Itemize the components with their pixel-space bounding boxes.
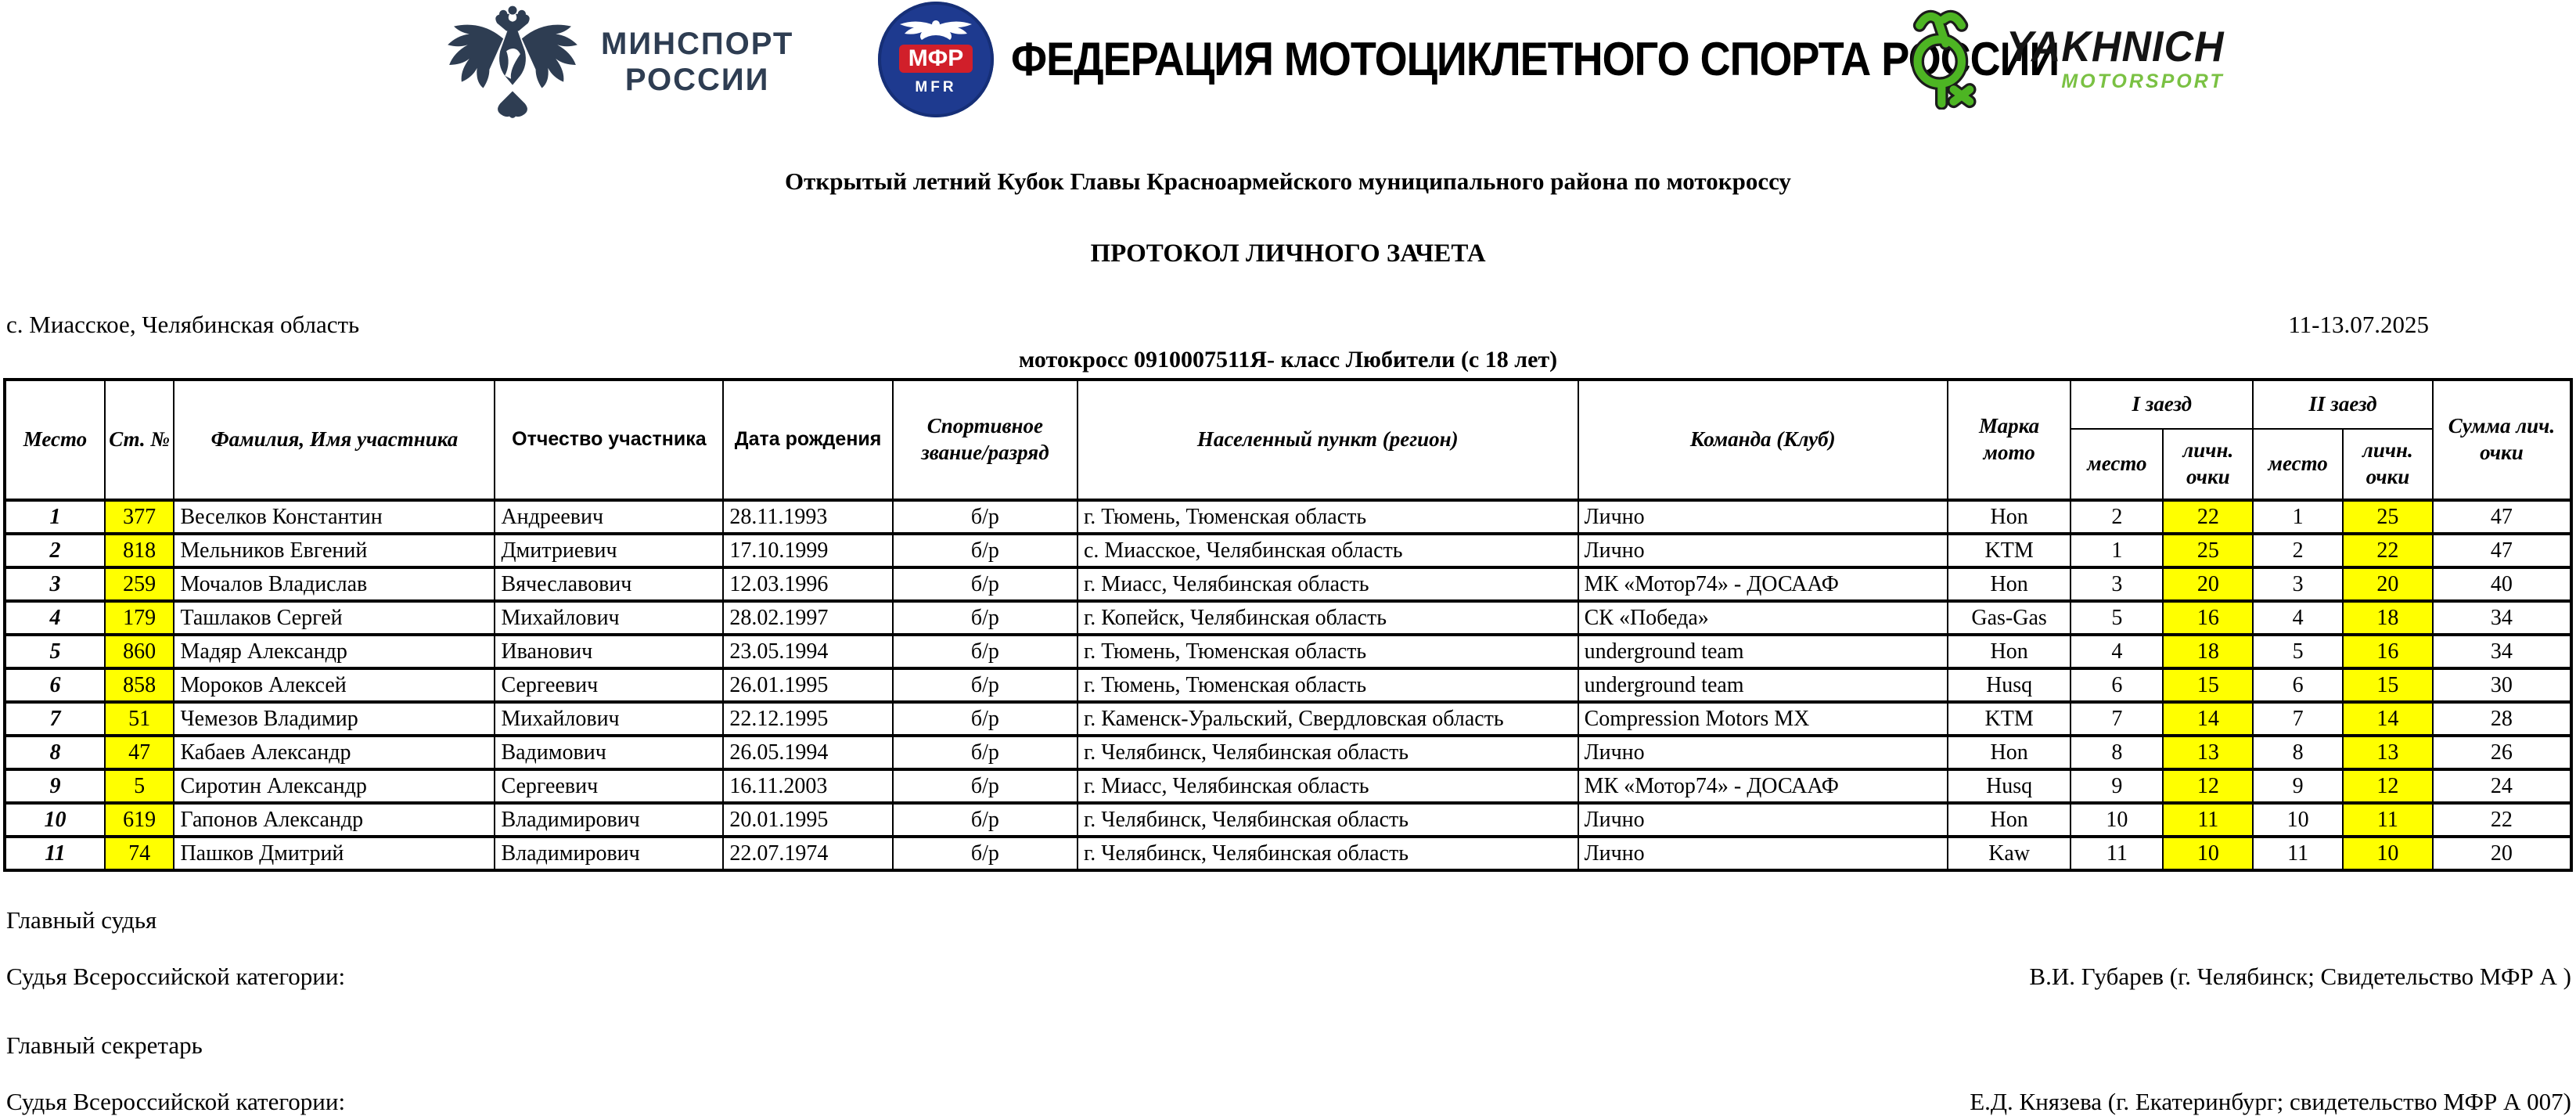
cell-total: 34 bbox=[2433, 601, 2571, 635]
cell-r2_pts: 25 bbox=[2343, 500, 2433, 534]
cell-rank: б/р bbox=[893, 500, 1078, 534]
minsport-line2: РОССИИ bbox=[624, 63, 770, 97]
col-header-bike: Марка мото bbox=[1948, 380, 2071, 500]
chief-secretary-name: Е.Д. Князева (г. Екатеринбург; свидетельство МФР А 007) bbox=[1970, 1088, 2571, 1115]
cell-bike: Hon bbox=[1948, 803, 2071, 837]
cell-region: г. Миасс, Челябинская область bbox=[1078, 769, 1578, 803]
results-table-header bbox=[5, 380, 2571, 500]
cell-num: 818 bbox=[105, 534, 174, 567]
cell-bike: Hon bbox=[1948, 500, 2071, 534]
cell-r1_place: 7 bbox=[2071, 702, 2163, 736]
yakhnich-sub: MOTORSPORT bbox=[2061, 70, 2225, 92]
mfr-center-badge: МФР bbox=[899, 45, 973, 73]
cell-region: г. Тюмень, Тюменская область bbox=[1078, 635, 1578, 668]
cell-team: underground team bbox=[1578, 668, 1948, 702]
cell-r1_place: 10 bbox=[2071, 803, 2163, 837]
cell-place: 9 bbox=[5, 769, 105, 803]
cell-region: г. Миасс, Челябинская область bbox=[1078, 567, 1578, 601]
table-row bbox=[5, 668, 2571, 702]
results-table bbox=[3, 378, 2573, 872]
cell-r2_place: 2 bbox=[2253, 534, 2343, 567]
results-table-body bbox=[5, 500, 2571, 870]
cell-r2_place: 5 bbox=[2253, 635, 2343, 668]
minsport-eagle-icon bbox=[435, 5, 590, 119]
cell-total: 26 bbox=[2433, 736, 2571, 769]
cell-team: СК «Победа» bbox=[1578, 601, 1948, 635]
table-row bbox=[5, 534, 2571, 567]
col-header-total: Сумма лич. очки bbox=[2433, 380, 2571, 500]
minsport-line1: МИНСПОРТ bbox=[601, 27, 794, 61]
mfr-mfr-label: MFR bbox=[915, 78, 957, 95]
cell-r1_pts: 15 bbox=[2163, 668, 2253, 702]
cell-total: 20 bbox=[2433, 837, 2571, 870]
cell-patronymic: Михайлович bbox=[495, 702, 723, 736]
cell-name: Сиротин Александр bbox=[174, 769, 495, 803]
header-logos bbox=[0, 0, 2576, 119]
col-header-region: Населенный пункт (регион) bbox=[1078, 380, 1578, 500]
cell-dob: 23.05.1994 bbox=[723, 635, 892, 668]
cell-total: 40 bbox=[2433, 567, 2571, 601]
cell-r2_pts: 15 bbox=[2343, 668, 2433, 702]
chief-judge-name: В.И. Губарев (г. Челябинск; Свидетельство МФР А ) bbox=[2029, 963, 2571, 990]
mfr-federation-title: ФЕДЕРАЦИЯ МОТОЦИКЛЕТНОГО СПОРТА РОССИИ bbox=[1011, 33, 2060, 86]
event-location: с. Миасское, Челябинская область bbox=[6, 311, 360, 338]
secretary-category-label: Судья Всероссийской категории: bbox=[6, 1088, 346, 1115]
cell-region: г. Каменск-Уральский, Свердловская область bbox=[1078, 702, 1578, 736]
col-header-race1-points: личн. очки bbox=[2163, 429, 2253, 500]
col-header-race1-place: место bbox=[2071, 429, 2163, 500]
cell-r2_place: 7 bbox=[2253, 702, 2343, 736]
cell-patronymic: Сергеевич bbox=[495, 769, 723, 803]
cell-total: 34 bbox=[2433, 635, 2571, 668]
col-header-race2: II заезд bbox=[2253, 380, 2433, 429]
cell-team: underground team bbox=[1578, 635, 1948, 668]
cell-rank: б/р bbox=[893, 837, 1078, 870]
cell-name: Мочалов Владислав bbox=[174, 567, 495, 601]
cell-place: 6 bbox=[5, 668, 105, 702]
cell-r2_place: 3 bbox=[2253, 567, 2343, 601]
cell-place: 3 bbox=[5, 567, 105, 601]
cell-num: 5 bbox=[105, 769, 174, 803]
cell-name: Мадяр Александр bbox=[174, 635, 495, 668]
cell-rank: б/р bbox=[893, 601, 1078, 635]
cell-r1_place: 9 bbox=[2071, 769, 2163, 803]
cell-r2_pts: 22 bbox=[2343, 534, 2433, 567]
chief-judge-title: Главный судья bbox=[6, 906, 157, 934]
cell-region: г. Копейск, Челябинская область bbox=[1078, 601, 1578, 635]
cell-num: 74 bbox=[105, 837, 174, 870]
cell-region: г. Челябинск, Челябинская область bbox=[1078, 736, 1578, 769]
cell-team: МК «Мотор74» - ДОСААФ bbox=[1578, 567, 1948, 601]
cell-r1_pts: 25 bbox=[2163, 534, 2253, 567]
cell-name: Веселков Константин bbox=[174, 500, 495, 534]
judge-category-label: Судья Всероссийской категории: bbox=[6, 963, 346, 990]
cell-patronymic: Дмитриевич bbox=[495, 534, 723, 567]
cell-place: 2 bbox=[5, 534, 105, 567]
cell-dob: 26.01.1995 bbox=[723, 668, 892, 702]
minsport-logo bbox=[435, 5, 793, 119]
cell-total: 24 bbox=[2433, 769, 2571, 803]
cell-num: 51 bbox=[105, 702, 174, 736]
col-header-race2-points: личн. очки bbox=[2343, 429, 2433, 500]
officials-footer bbox=[0, 906, 2576, 1116]
cell-bike: Husq bbox=[1948, 769, 2071, 803]
protocol-title: ПРОТОКОЛ ЛИЧНОГО ЗАЧЕТА bbox=[1090, 239, 1486, 268]
cell-place: 11 bbox=[5, 837, 105, 870]
cell-dob: 28.11.1993 bbox=[723, 500, 892, 534]
class-caption: мотокросс 0910007511Я- класс Любители (с 18 лет) bbox=[1018, 347, 1558, 373]
cell-rank: б/р bbox=[893, 769, 1078, 803]
cell-patronymic: Андреевич bbox=[495, 500, 723, 534]
cell-num: 860 bbox=[105, 635, 174, 668]
cell-region: г. Тюмень, Тюменская область bbox=[1078, 500, 1578, 534]
mfr-wings-icon bbox=[898, 18, 973, 45]
cell-dob: 20.01.1995 bbox=[723, 803, 892, 837]
cell-dob: 22.12.1995 bbox=[723, 702, 892, 736]
cell-patronymic: Сергеевич bbox=[495, 668, 723, 702]
cell-r1_pts: 16 bbox=[2163, 601, 2253, 635]
cell-bike: Gas-Gas bbox=[1948, 601, 2071, 635]
cell-team: Лично bbox=[1578, 500, 1948, 534]
cell-r2_place: 8 bbox=[2253, 736, 2343, 769]
cell-r2_place: 11 bbox=[2253, 837, 2343, 870]
cell-r2_pts: 11 bbox=[2343, 803, 2433, 837]
table-row bbox=[5, 702, 2571, 736]
cell-place: 10 bbox=[5, 803, 105, 837]
mfr-logo bbox=[878, 2, 2059, 117]
cell-total: 22 bbox=[2433, 803, 2571, 837]
cell-rank: б/р bbox=[893, 668, 1078, 702]
col-header-race2-place: место bbox=[2253, 429, 2343, 500]
cell-r2_pts: 12 bbox=[2343, 769, 2433, 803]
cell-region: г. Тюмень, Тюменская область bbox=[1078, 668, 1578, 702]
cell-num: 377 bbox=[105, 500, 174, 534]
cell-dob: 17.10.1999 bbox=[723, 534, 892, 567]
cell-r2_pts: 18 bbox=[2343, 601, 2433, 635]
cell-r2_pts: 14 bbox=[2343, 702, 2433, 736]
cell-team: МК «Мотор74» - ДОСААФ bbox=[1578, 769, 1948, 803]
cell-patronymic: Михайлович bbox=[495, 601, 723, 635]
cell-bike: Kaw bbox=[1948, 837, 2071, 870]
cell-r1_pts: 20 bbox=[2163, 567, 2253, 601]
cell-r1_place: 1 bbox=[2071, 534, 2163, 567]
cell-patronymic: Владимирович bbox=[495, 837, 723, 870]
cell-r1_pts: 13 bbox=[2163, 736, 2253, 769]
chief-secretary-title: Главный секретарь bbox=[6, 1031, 203, 1059]
cell-bike: Hon bbox=[1948, 635, 2071, 668]
cell-num: 619 bbox=[105, 803, 174, 837]
yakhnich-logo bbox=[1897, 9, 2225, 110]
cell-bike: Hon bbox=[1948, 567, 2071, 601]
cell-r2_pts: 13 bbox=[2343, 736, 2433, 769]
cell-name: Кабаев Александр bbox=[174, 736, 495, 769]
cell-num: 858 bbox=[105, 668, 174, 702]
cell-dob: 16.11.2003 bbox=[723, 769, 892, 803]
cell-total: 47 bbox=[2433, 500, 2571, 534]
cell-region: г. Челябинск, Челябинская область bbox=[1078, 837, 1578, 870]
cell-r1_place: 6 bbox=[2071, 668, 2163, 702]
cell-patronymic: Вадимович bbox=[495, 736, 723, 769]
cell-region: с. Миасское, Челябинская область bbox=[1078, 534, 1578, 567]
cell-rank: б/р bbox=[893, 736, 1078, 769]
table-row bbox=[5, 500, 2571, 534]
col-header-place: Место bbox=[5, 380, 105, 500]
cell-rank: б/р bbox=[893, 534, 1078, 567]
cell-dob: 26.05.1994 bbox=[723, 736, 892, 769]
table-row bbox=[5, 601, 2571, 635]
event-dates: 11-13.07.2025 bbox=[2288, 311, 2429, 338]
cell-place: 5 bbox=[5, 635, 105, 668]
cell-r2_pts: 10 bbox=[2343, 837, 2433, 870]
cell-dob: 22.07.1974 bbox=[723, 837, 892, 870]
cell-num: 179 bbox=[105, 601, 174, 635]
cell-bike: Hon bbox=[1948, 736, 2071, 769]
cell-r1_pts: 11 bbox=[2163, 803, 2253, 837]
col-header-start-number: Ст. № bbox=[105, 380, 174, 500]
cell-region: г. Челябинск, Челябинская область bbox=[1078, 803, 1578, 837]
cell-patronymic: Владимирович bbox=[495, 803, 723, 837]
cell-r1_pts: 22 bbox=[2163, 500, 2253, 534]
cell-team: Лично bbox=[1578, 803, 1948, 837]
location-row bbox=[0, 311, 2576, 339]
table-row bbox=[5, 635, 2571, 668]
cell-rank: б/р bbox=[893, 567, 1078, 601]
cell-name: Чемезов Владимир bbox=[174, 702, 495, 736]
cell-name: Ташлаков Сергей bbox=[174, 601, 495, 635]
cell-total: 28 bbox=[2433, 702, 2571, 736]
cell-r2_place: 4 bbox=[2253, 601, 2343, 635]
cell-r2_pts: 16 bbox=[2343, 635, 2433, 668]
col-header-name: Фамилия, Имя участника bbox=[174, 380, 495, 500]
cell-r2_place: 6 bbox=[2253, 668, 2343, 702]
col-header-team: Команда (Клуб) bbox=[1578, 380, 1948, 500]
event-title: Открытый летний Кубок Главы Красноармейского муниципального района по мотокроссу bbox=[785, 167, 1791, 195]
cell-r1_pts: 14 bbox=[2163, 702, 2253, 736]
cell-r1_place: 11 bbox=[2071, 837, 2163, 870]
cell-patronymic: Вячеславович bbox=[495, 567, 723, 601]
cell-dob: 28.02.1997 bbox=[723, 601, 892, 635]
cell-r2_pts: 20 bbox=[2343, 567, 2433, 601]
cell-r1_place: 8 bbox=[2071, 736, 2163, 769]
cell-total: 30 bbox=[2433, 668, 2571, 702]
table-row bbox=[5, 567, 2571, 601]
cell-place: 8 bbox=[5, 736, 105, 769]
cell-r1_pts: 12 bbox=[2163, 769, 2253, 803]
table-row bbox=[5, 803, 2571, 837]
cell-r2_place: 9 bbox=[2253, 769, 2343, 803]
cell-place: 4 bbox=[5, 601, 105, 635]
cell-team: Compression Motors MX bbox=[1578, 702, 1948, 736]
cell-name: Мороков Алексей bbox=[174, 668, 495, 702]
mfr-emblem-icon bbox=[878, 2, 994, 117]
cell-rank: б/р bbox=[893, 635, 1078, 668]
table-row bbox=[5, 736, 2571, 769]
cell-place: 7 bbox=[5, 702, 105, 736]
col-header-rank: Спортивное звание/разряд bbox=[893, 380, 1078, 500]
cell-num: 47 bbox=[105, 736, 174, 769]
cell-r1_pts: 10 bbox=[2163, 837, 2253, 870]
cell-patronymic: Иванович bbox=[495, 635, 723, 668]
cell-rank: б/р bbox=[893, 803, 1078, 837]
col-header-race1: I заезд bbox=[2071, 380, 2253, 429]
cell-team: Лично bbox=[1578, 736, 1948, 769]
cell-team: Лично bbox=[1578, 534, 1948, 567]
cell-total: 47 bbox=[2433, 534, 2571, 567]
minsport-wordmark bbox=[601, 26, 793, 98]
yakhnich-y-icon bbox=[1897, 9, 1999, 110]
cell-name: Пашков Дмитрий bbox=[174, 837, 495, 870]
cell-bike: KTM bbox=[1948, 702, 2071, 736]
cell-rank: б/р bbox=[893, 702, 1078, 736]
table-row bbox=[5, 769, 2571, 803]
cell-dob: 12.03.1996 bbox=[723, 567, 892, 601]
cell-num: 259 bbox=[105, 567, 174, 601]
cell-name: Гапонов Александр bbox=[174, 803, 495, 837]
cell-name: Мельников Евгений bbox=[174, 534, 495, 567]
cell-place: 1 bbox=[5, 500, 105, 534]
cell-r1_place: 5 bbox=[2071, 601, 2163, 635]
col-header-patronymic: Отчество участника bbox=[495, 380, 723, 500]
cell-bike: Husq bbox=[1948, 668, 2071, 702]
yakhnich-name: YAKHNICH bbox=[2006, 23, 2225, 70]
cell-bike: KTM bbox=[1948, 534, 2071, 567]
cell-r1_pts: 18 bbox=[2163, 635, 2253, 668]
cell-r1_place: 3 bbox=[2071, 567, 2163, 601]
yakhnich-wordmark bbox=[2006, 23, 2225, 93]
cell-r2_place: 10 bbox=[2253, 803, 2343, 837]
cell-r2_place: 1 bbox=[2253, 500, 2343, 534]
cell-r1_place: 4 bbox=[2071, 635, 2163, 668]
cell-r1_place: 2 bbox=[2071, 500, 2163, 534]
cell-team: Лично bbox=[1578, 837, 1948, 870]
col-header-dob: Дата рождения bbox=[723, 380, 892, 500]
table-row bbox=[5, 837, 2571, 870]
